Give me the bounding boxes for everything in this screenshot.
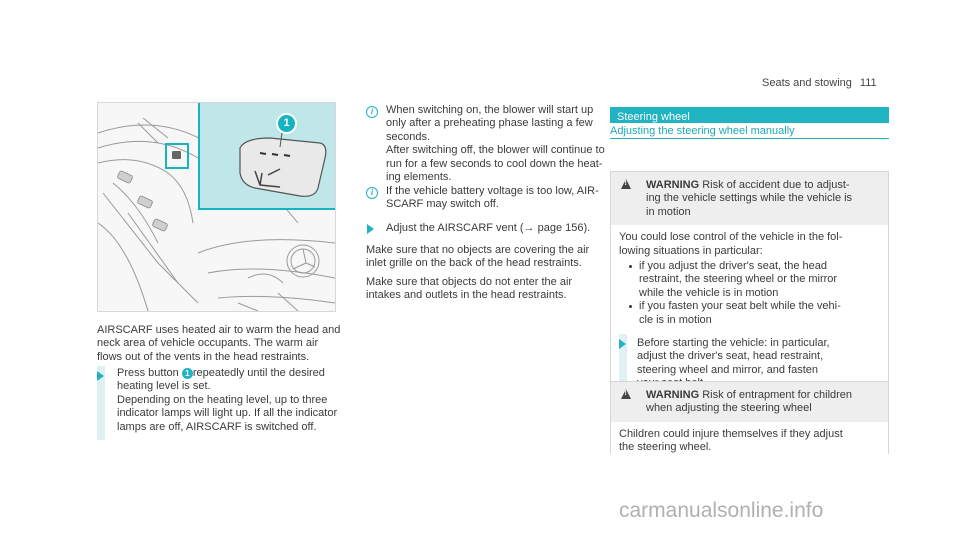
callout-number-badge: 1 <box>276 113 297 134</box>
page-header <box>762 77 877 89</box>
step-text: lamps are off, AIRSCARF is switched off. <box>117 420 317 433</box>
text-line: only after a preheating phase lasting a few <box>386 117 593 130</box>
text-line: while the vehicle is in motion <box>639 286 779 299</box>
airscarf-button-drawing <box>200 103 336 208</box>
warning-label: WARNING <box>646 389 700 401</box>
text-line: After switching off, the blower will continue to <box>386 144 605 157</box>
text-line: restraint, the steering wheel or the mirror <box>639 273 838 286</box>
switch-highlight-box <box>165 143 189 169</box>
text-line: Make sure that no objects are covering the air <box>366 244 590 256</box>
list-item <box>619 260 880 300</box>
warning-box-accident <box>610 171 889 400</box>
text-line: inlet grille on the back of the head restraints. <box>366 257 582 270</box>
warning-title: when adjusting the steering wheel <box>646 402 812 415</box>
step-text: adjust the driver's seat, head restraint, <box>637 350 824 363</box>
section-title-bar <box>610 107 889 123</box>
warning-body <box>611 225 888 398</box>
text-line: AIRSCARF uses heated air to warm the head and <box>97 324 341 336</box>
callout-number-icon: 1 <box>182 368 193 379</box>
info-icon: i <box>366 106 378 118</box>
text-line: lowing situations in particular: <box>619 244 763 257</box>
step-text: steering wheel and mirror, and fasten <box>637 363 818 376</box>
text-line: cle is in motion <box>639 313 712 326</box>
text-line: the steering wheel. <box>619 441 712 454</box>
subheading: Adjusting the steering wheel manually <box>610 125 889 139</box>
step-text: indicator lamps will light up. If all the indicator <box>117 407 338 420</box>
info-note-blower <box>386 104 606 184</box>
step-text: repeatedly until the desired <box>192 367 325 379</box>
text-line: flows out of the vents in the head restraints. <box>97 350 310 363</box>
airscarf-illustration <box>97 102 336 312</box>
text-line: ing elements. <box>386 171 452 184</box>
text-line: if you adjust the driver's seat, the head <box>639 260 827 273</box>
warning-title: ing the vehicle settings while the vehicle is <box>646 192 853 205</box>
paragraph-air-inlet <box>366 244 606 271</box>
text-line: if you fasten your seat belt while the vehi- <box>639 300 841 313</box>
step-arrow-icon <box>97 371 104 381</box>
step-text: Before starting the vehicle: in particular, <box>637 337 830 350</box>
press-button-step <box>117 367 352 434</box>
step-arrow-icon <box>367 224 374 234</box>
text-line: Children could injure themselves if they adjust <box>619 427 843 440</box>
warning-title: Risk of accident due to adjust- <box>702 179 850 191</box>
text-line: If the vehicle battery voltage is too low, AIR- <box>386 185 599 197</box>
header-section: Seats and stowing <box>762 77 852 89</box>
info-note-battery <box>386 185 606 212</box>
warning-label: WARNING <box>646 179 700 191</box>
page-number: 111 <box>859 77 877 89</box>
warning-triangle-icon <box>621 389 631 399</box>
list-item <box>619 300 880 327</box>
warning-bullet-list <box>619 260 880 327</box>
step-text: Depending on the heating level, up to three <box>117 393 328 406</box>
step-text: Adjust the AIRSCARF vent (→ page 156). <box>386 222 591 234</box>
paragraph-air-intakes <box>366 276 606 303</box>
warning-title: in motion <box>646 205 691 218</box>
text-line: run for a few seconds to cool down the heat- <box>386 157 603 170</box>
text-line: Make sure that objects do not enter the air <box>366 276 573 288</box>
warning-box-entrapment <box>610 381 889 454</box>
section-title: Steering wheel <box>617 111 690 123</box>
step-text: heating level is set. <box>117 380 211 393</box>
warning-body <box>611 422 888 463</box>
warning-triangle-icon <box>621 179 631 189</box>
text-line: When switching on, the blower will start up <box>386 104 594 116</box>
step-text: Press button <box>117 367 179 379</box>
warning-header <box>611 172 888 225</box>
watermark-text: carmanualsonline.info <box>619 499 824 522</box>
text-line: intakes and outlets in the head restraints. <box>366 289 567 302</box>
text-line: neck area of vehicle occupants. The warm air <box>97 337 319 350</box>
text-line: seconds. <box>386 130 431 143</box>
text-line: You could lose control of the vehicle in the fol- <box>619 231 843 244</box>
adjust-vent-step <box>386 222 606 235</box>
text-line: SCARF may switch off. <box>386 198 499 211</box>
button-detail-inset <box>198 103 336 210</box>
warning-title: Risk of entrapment for children <box>702 389 853 401</box>
info-icon: i <box>366 187 378 199</box>
step-arrow-icon <box>619 339 626 349</box>
warning-header <box>611 382 888 422</box>
airscarf-intro <box>97 324 347 364</box>
